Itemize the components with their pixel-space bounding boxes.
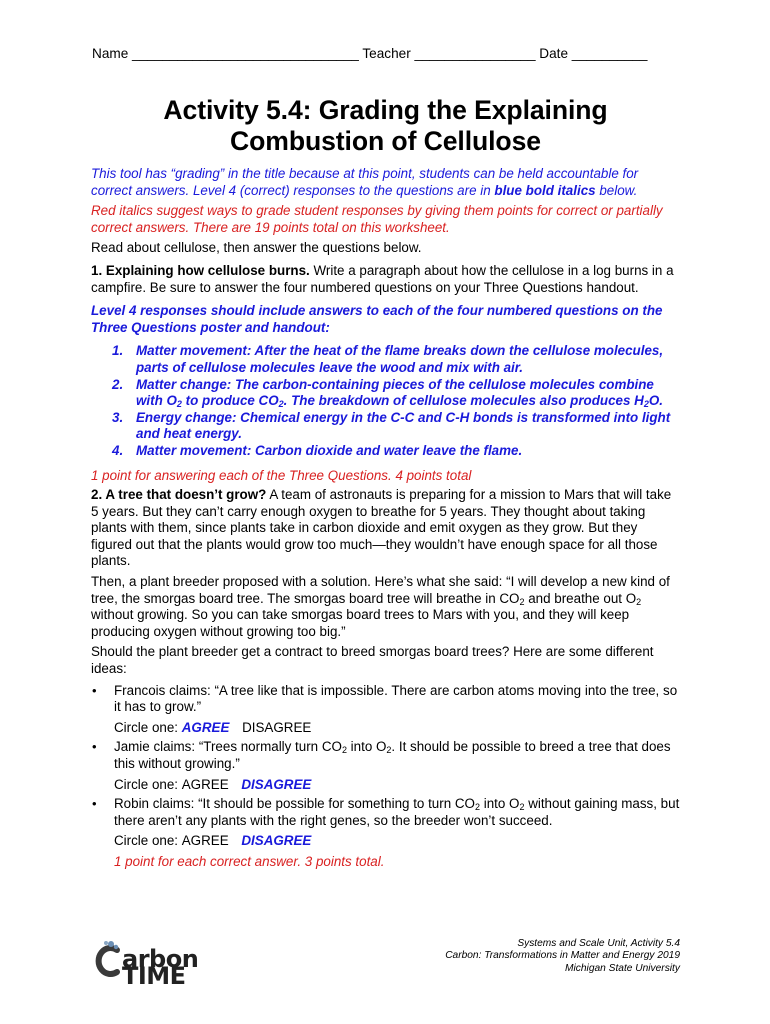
level4-intro: Level 4 responses should include answers to each of the four numbered questions on the Three Questions poster and handout: — [91, 303, 663, 335]
claim-item-robin — [91, 796, 680, 870]
answer-number: 3. — [112, 409, 124, 425]
intro-plain-paragraph: Read about cellulose, then answer the questions below. — [91, 240, 422, 256]
page-title — [91, 95, 680, 157]
intro-blue-paragraph — [91, 166, 680, 199]
intro-blue-bold: blue bold italics — [494, 182, 596, 198]
answer-text: Matter movement: After the heat of the flame breaks down the cellulose molecules, parts of cellulose molecules leave the wood and mix with air. — [136, 343, 664, 375]
answer-item — [112, 409, 680, 443]
bullet-icon: • — [92, 739, 97, 755]
answer-text-a: Matter change: The carbon-containing pieces of the cellulose molecules combine with O — [136, 376, 654, 409]
question-1-points: 1 point for answering each of the Three Questions. 4 points total — [91, 467, 472, 483]
circle-one-label: Circle one: — [114, 719, 179, 735]
logo-wordmark: arbon TIME — [122, 945, 199, 990]
disagree-option[interactable]: DISAGREE — [242, 719, 312, 735]
answer-item — [112, 376, 680, 410]
header-fields — [92, 46, 680, 64]
agree-option[interactable]: AGREE — [181, 833, 229, 849]
footer-line-1: Systems and Scale Unit, Activity 5.4 — [517, 938, 680, 949]
footer-credits — [445, 938, 680, 975]
question-2-prompt: Should the plant breeder get a contract to breed smorgas board trees? Here are some different ideas: — [91, 644, 654, 677]
answer-subscript: 2 — [278, 399, 284, 410]
answer-subscript: 2 — [176, 399, 182, 410]
claim-text-c: . It should be possible to breed a tree that does this without growing.” — [114, 739, 671, 771]
circle-one-label: Circle one: — [114, 776, 179, 792]
claim-subscript: 2 — [519, 802, 525, 813]
claim-text — [114, 796, 680, 829]
claim-subscript: 2 — [341, 745, 347, 756]
para2-text-a: Then, a plant breeder proposed with a solution. Here’s what she said: “I will develop a new kind of tree, the smorgas board tree. The smorgas board tree will breathe in CO — [91, 574, 670, 606]
disagree-option-selected[interactable]: DISAGREE — [241, 776, 312, 792]
question-2-text: A team of astronauts is preparing for a mission to Mars that will take 5 years. But they can’t carry enough oxygen to breathe for 5 years. They thought about taking plants with them, since plants take in carbon dioxide and emit oxygen as they grow. But they figured out that the plants would grow too much—they wouldn’t have enough space for all those plants. — [91, 487, 672, 569]
question-1-text: Write a paragraph about how the cellulose in a log burns in a campfire. Be sure to answer the four numbered questions on your Three Questions handout. — [91, 262, 674, 295]
footer-line-2: Carbon: Transformations in Matter and Energy 2019 — [445, 950, 680, 962]
carbon-time-logo — [92, 936, 262, 990]
para2-subscript: 2 — [519, 596, 525, 607]
claim-text-b: into O — [346, 739, 387, 755]
claim-text — [114, 739, 680, 772]
agree-option-selected[interactable]: AGREE — [181, 719, 230, 735]
teacher-blank[interactable]: ________________ — [414, 46, 536, 61]
claim-text-c: without gaining mass, but there aren’t any plants with the right genes, so the breeder won’t succeed. — [114, 796, 680, 828]
claim-text-a: Robin claims: “It should be possible for something to turn CO — [114, 796, 475, 812]
intro-blue-text-a: This tool has “grading” in the title because at this point, students can be held accountable for correct answers. Level 4 (correct) responses to the questions are in — [91, 166, 639, 198]
agree-option[interactable]: AGREE — [181, 776, 229, 792]
bullet-icon: • — [92, 796, 97, 812]
answer-number: 1. — [112, 343, 124, 359]
circle-one-row — [114, 720, 680, 737]
answer-subscript: 2 — [643, 399, 649, 410]
footer-line-3: Michigan State University — [565, 962, 680, 974]
claim-text-a: Jamie claims: “Trees normally turn CO — [114, 739, 342, 755]
answer-item — [112, 442, 680, 460]
name-blank[interactable]: ______________________________ — [132, 46, 359, 61]
answer-item — [112, 343, 680, 376]
circle-one-row — [114, 777, 680, 794]
date-label: Date — [539, 46, 569, 61]
question-2-heading: 2. A tree that doesn’t grow? — [91, 487, 267, 503]
claim-subscript: 2 — [386, 745, 392, 756]
title-line-2: Combustion of Cellulose — [230, 126, 541, 156]
answer-text-b: to produce CO — [181, 393, 279, 409]
intro-red-paragraph: Red italics suggest ways to grade student responses by giving them points for correct or partially correct answers. There are 19 points total on this worksheet. — [91, 203, 663, 235]
question-1 — [91, 263, 680, 296]
teacher-label: Teacher — [362, 46, 411, 61]
question-2 — [91, 487, 680, 570]
question-1-heading: 1. Explaining how cellulose burns. — [91, 262, 310, 278]
para2-subscript: 2 — [636, 596, 642, 607]
circle-one-row — [114, 833, 680, 850]
claims-list — [91, 683, 680, 871]
answer-text-c: . The breakdown of cellulose molecules also produces H — [283, 393, 644, 409]
para2-text-c: without growing. So you can take smorgas board trees to Mars with you, and they will keep producing oxygen without growing too big.” — [91, 607, 630, 639]
carbon-logo-mark-icon — [92, 940, 124, 980]
circle-one-label: Circle one: — [114, 833, 179, 849]
question-2-paragraph-2 — [91, 574, 680, 640]
claim-text-b: into O — [480, 796, 520, 812]
answer-number: 2. — [112, 376, 124, 392]
disagree-option-selected[interactable]: DISAGREE — [241, 833, 312, 849]
date-blank[interactable]: __________ — [571, 46, 648, 61]
answer-text: Energy change: Chemical energy in the C-C and C-H bonds is transformed into light and heat energy. — [136, 409, 671, 442]
bullet-icon: • — [92, 682, 97, 698]
claim-item-jamie — [91, 739, 680, 793]
name-label: Name — [92, 46, 129, 61]
page-footer — [92, 932, 680, 992]
para2-text-b: and breathe out O — [524, 590, 637, 606]
answer-number: 4. — [112, 442, 124, 458]
claim-subscript: 2 — [474, 802, 480, 813]
intro-blue-text-b: below. — [595, 182, 638, 198]
answer-text: Matter movement: Carbon dioxide and water leave the flame. — [136, 442, 523, 458]
claim-item-francois — [91, 683, 680, 737]
question-2-points: 1 point for each correct answer. 3 points total. — [114, 853, 385, 869]
claim-text: Francois claims: “A tree like that is impossible. There are carbon atoms moving into the tree, so it has to grow.” — [114, 682, 678, 715]
answer-text-d: O. — [648, 393, 663, 409]
level4-answer-list — [112, 343, 680, 459]
title-line-1: Activity 5.4: Grading the Explaining — [163, 95, 608, 125]
